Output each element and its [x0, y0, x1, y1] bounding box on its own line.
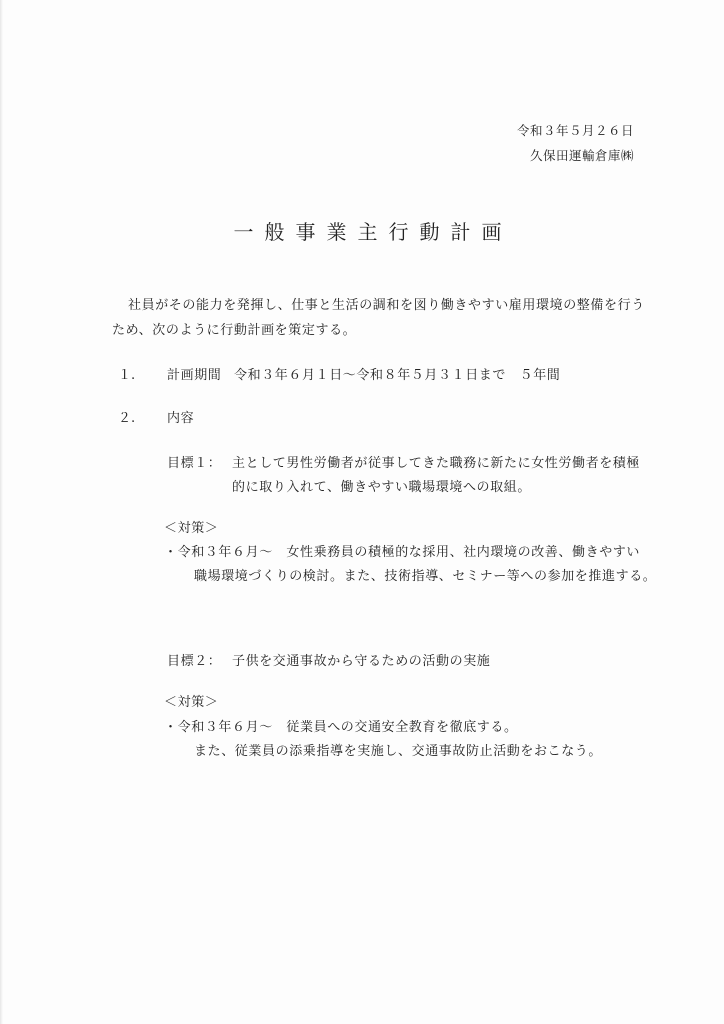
section-2-label: 内容: [167, 411, 195, 426]
goal-2-measures-heading: ＜対策＞: [164, 695, 219, 710]
page-edge-shadow: [0, 0, 3, 1024]
goal-1-line-2: 的に取り入れて、働きやすい職場環境への取組。: [232, 480, 531, 495]
section-2-number: ２.: [118, 411, 136, 426]
goal-1-label: 目標１：: [167, 456, 222, 471]
section-1-number: １.: [118, 368, 136, 383]
goal-1-measure-line-2: 職場環境づくりの検討。また、技術指導、セミナー等への参加を推進する。: [194, 569, 657, 584]
goal-1-line-1: 主として男性労働者が従事してきた職務に新たに女性労働者を積極: [232, 456, 641, 471]
company-name: 久保田運輸倉庫㈱: [529, 148, 634, 163]
goal-1-measure-line-1: ・令和３年６月～ 女性乗務員の積極的な採用、社内環境の改善、働きやすい: [164, 545, 641, 560]
plan-period-text: 令和３年６月１日～令和８年５月３１日まで ５年間: [234, 368, 561, 383]
section-1-label: 計画期間: [167, 368, 222, 383]
intro-line-1: 社員がその能力を発揮し、仕事と生活の調和を図り働きやすい雇用環境の整備を行う: [128, 298, 645, 313]
document-title: 一般事業主行動計画: [233, 220, 513, 244]
goal-1-measures-heading: ＜対策＞: [164, 521, 219, 536]
document-date: 令和３年５月２６日: [516, 123, 634, 138]
goal-2-label: 目標２：: [167, 654, 222, 669]
goal-2-text: 子供を交通事故から守るための活動の実施: [232, 654, 491, 669]
intro-line-2: ため、次のように行動計画を策定する。: [112, 323, 357, 338]
goal-2-measure-line-2: また、従業員の添乗指導を実施し、交通事故防止活動をおこなう。: [194, 744, 603, 759]
goal-2-measure-line-1: ・令和３年６月～ 従業員への交通安全教育を徹底する。: [164, 720, 518, 735]
